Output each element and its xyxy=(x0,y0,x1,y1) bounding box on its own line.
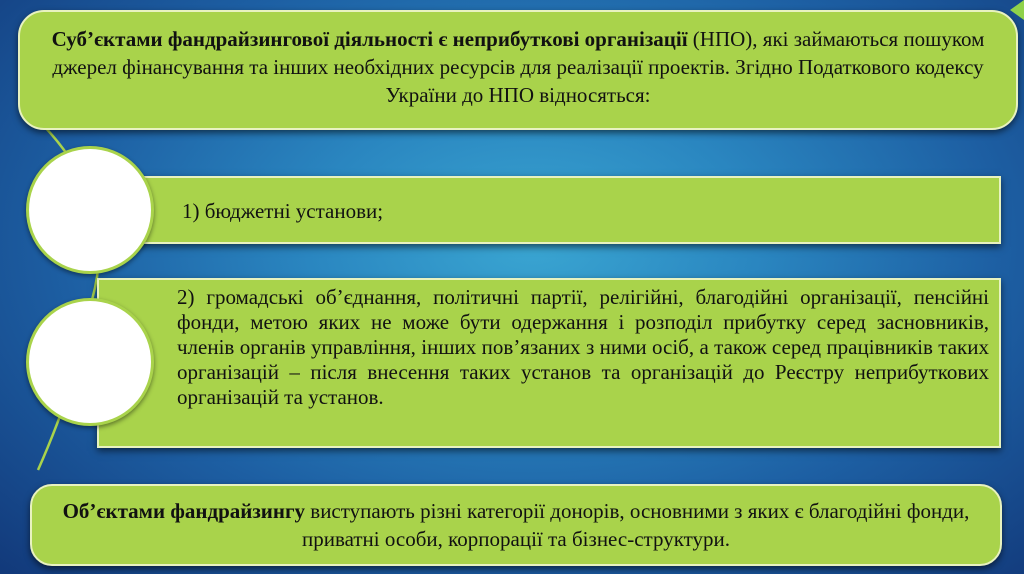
objects-bold-text: Об’єктами фандрайзингу xyxy=(62,499,306,523)
bullet-circle xyxy=(26,298,154,426)
list-item xyxy=(97,278,1001,448)
objects-definition-box xyxy=(30,484,1002,566)
list-item xyxy=(97,176,1001,244)
objects-rest-text: виступають різні категорії донорів, основними з яких є благодійні фонди, приватні особи, корпорації та бізнес-структури. xyxy=(301,499,970,551)
subjects-bold-text: Суб’єктами фандрайзингової діяльності є неприбуткові організації xyxy=(51,27,688,51)
bullet-circle xyxy=(26,146,154,274)
subjects-definition-box xyxy=(18,10,1018,130)
item-text: 2) громадські об’єднання, політичні партії, релігійні, благодійні організації, пенсійні фонди, метою яких не може бути одержання і розподіл прибутку серед засновників, членів органів управління, інших пов’язаних з ними осіб, а також серед працівників таких організацій – після внесення таких установ та організацій до Реєстру неприбуткових організацій та установ. xyxy=(177,285,989,409)
subjects-rest-text: (НПО), які займаються пошуком джерел фінансування та інших необхідних ресурсів для реалізації проектів. Згідно Податкового кодексу України до НПО відносяться: xyxy=(52,27,985,107)
item-text: 1) бюджетні установи; xyxy=(182,199,384,223)
